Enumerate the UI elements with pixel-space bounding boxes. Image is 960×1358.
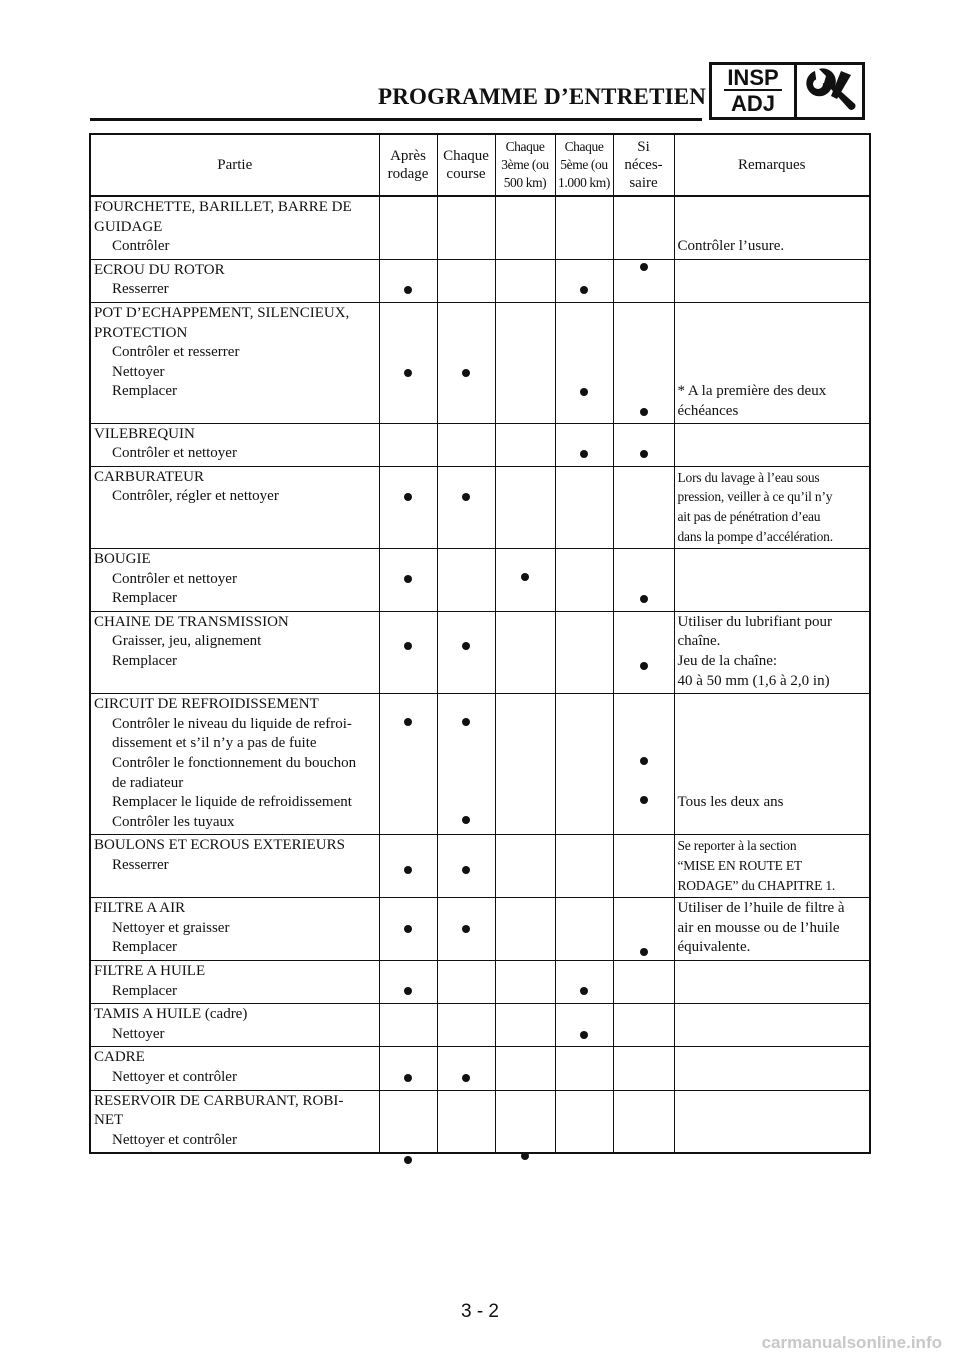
part-cell bbox=[90, 1004, 379, 1047]
remarks-cell bbox=[674, 466, 870, 548]
interval-cell-c2 bbox=[437, 423, 495, 466]
interval-cell-c2 bbox=[437, 302, 495, 423]
remark-line: pression, veiller à ce qu’il n’y bbox=[677, 489, 833, 505]
check-mark-dot bbox=[640, 662, 648, 670]
part-operation: dissement et s’il n’y a pas de fuite bbox=[112, 735, 317, 752]
check-mark-dot bbox=[580, 388, 588, 396]
remark-line: équivalente. bbox=[677, 939, 751, 956]
remark-line: RODAGE” du CHAPITRE 1. bbox=[677, 877, 836, 893]
col-header-remarques: Remarques bbox=[674, 134, 870, 196]
table-row bbox=[90, 259, 870, 302]
part-operation bbox=[94, 876, 376, 896]
remark-line: échéances bbox=[677, 402, 739, 419]
interval-cell-c1 bbox=[379, 1047, 437, 1090]
col-header-partie: Partie bbox=[90, 134, 379, 196]
interval-cell-c2 bbox=[437, 259, 495, 302]
interval-cell-c4 bbox=[555, 835, 613, 898]
check-mark-dot bbox=[404, 369, 412, 377]
interval-cell-c1 bbox=[379, 549, 437, 612]
remark-line: Utiliser de l’huile de filtre à bbox=[677, 900, 845, 917]
part-heading: ECROU DU ROTOR bbox=[94, 261, 225, 278]
interval-cell-c1 bbox=[379, 960, 437, 1003]
col-header-chaque-5eme: Chaque 5ème (ou 1.000 km) bbox=[555, 134, 613, 196]
check-mark-dot bbox=[404, 575, 412, 583]
col-header-si-necessaire: Si néces- saire bbox=[613, 134, 674, 196]
remark-line bbox=[678, 324, 867, 344]
watermark: carmanualsonline.info bbox=[761, 1333, 942, 1352]
remark-line bbox=[678, 218, 867, 238]
part-heading: TAMIS A HUILE (cadre) bbox=[94, 1006, 248, 1023]
interval-cell-c5 bbox=[613, 259, 674, 302]
badge-text bbox=[712, 65, 797, 117]
check-mark-dot bbox=[640, 948, 648, 956]
check-mark-dot bbox=[462, 369, 470, 377]
part-operation: Graisser, jeu, alignement bbox=[112, 633, 262, 650]
part-cell bbox=[90, 694, 379, 835]
part-operation: Contrôler, régler et nettoyer bbox=[112, 488, 279, 505]
interval-cell-c4 bbox=[555, 1004, 613, 1047]
interval-cell-c5 bbox=[613, 898, 674, 961]
check-mark-dot bbox=[462, 1074, 470, 1082]
check-mark-dot bbox=[404, 642, 412, 650]
interval-cell-c1 bbox=[379, 302, 437, 423]
interval-cell-c4 bbox=[555, 466, 613, 548]
interval-cell-c4 bbox=[555, 423, 613, 466]
remark-line bbox=[678, 198, 867, 218]
part-operation: Contrôler bbox=[112, 238, 170, 255]
check-mark-dot bbox=[580, 987, 588, 995]
interval-cell-c3 bbox=[495, 1090, 555, 1153]
interval-cell-c3 bbox=[495, 466, 555, 548]
interval-cell-c3 bbox=[495, 835, 555, 898]
table-row bbox=[90, 466, 870, 548]
check-mark-dot bbox=[462, 925, 470, 933]
remarks-cell bbox=[674, 1090, 870, 1153]
part-cell bbox=[90, 466, 379, 548]
part-operation: Nettoyer et contrôler bbox=[112, 1068, 237, 1085]
table-row bbox=[90, 302, 870, 423]
check-mark-dot bbox=[462, 493, 470, 501]
col-header-chaque-3eme: Chaque 3ème (ou 500 km) bbox=[495, 134, 555, 196]
part-operation: Resserrer bbox=[112, 857, 169, 873]
check-mark-dot bbox=[404, 718, 412, 726]
interval-cell-c3 bbox=[495, 694, 555, 835]
part-operation: de radiateur bbox=[112, 774, 184, 791]
interval-cell-c2 bbox=[437, 835, 495, 898]
check-mark-dot bbox=[462, 642, 470, 650]
interval-cell-c5 bbox=[613, 466, 674, 548]
remark-line: “MISE EN ROUTE ET bbox=[677, 858, 802, 873]
table-row bbox=[90, 898, 870, 961]
insp-adj-badge bbox=[709, 62, 865, 120]
check-mark-dot bbox=[640, 757, 648, 765]
check-mark-dot bbox=[521, 1152, 529, 1160]
interval-cell-c2 bbox=[437, 549, 495, 612]
interval-cell-c1 bbox=[379, 259, 437, 302]
check-mark-dot bbox=[404, 493, 412, 501]
interval-cell-c2 bbox=[437, 960, 495, 1003]
remark-line bbox=[678, 734, 867, 754]
part-heading: VILEBREQUIN bbox=[94, 425, 195, 442]
part-operation: Remplacer bbox=[112, 383, 177, 400]
part-cell bbox=[90, 1090, 379, 1153]
interval-cell-c1 bbox=[379, 835, 437, 898]
interval-cell-c3 bbox=[495, 196, 555, 259]
interval-cell-c1 bbox=[379, 196, 437, 259]
remark-line bbox=[678, 695, 867, 715]
remarks-cell bbox=[674, 549, 870, 612]
interval-cell-c2 bbox=[437, 611, 495, 693]
check-mark-dot bbox=[404, 286, 412, 294]
part-heading: BOUGIE bbox=[94, 551, 151, 568]
part-cell bbox=[90, 960, 379, 1003]
remark-line: Lors du lavage à l’eau sous bbox=[677, 469, 820, 485]
interval-cell-c3 bbox=[495, 259, 555, 302]
interval-cell-c4 bbox=[555, 1047, 613, 1090]
remarks-cell bbox=[674, 1004, 870, 1047]
part-cell bbox=[90, 898, 379, 961]
interval-cell-c4 bbox=[555, 549, 613, 612]
interval-cell-c4 bbox=[555, 1090, 613, 1153]
badge-adj-label: ADJ bbox=[730, 91, 775, 116]
check-mark-dot bbox=[462, 866, 470, 874]
col-header-apres-rodage: Après rodage bbox=[379, 134, 437, 196]
interval-cell-c5 bbox=[613, 196, 674, 259]
page-number: 3 - 2 bbox=[460, 1301, 500, 1322]
table-row bbox=[90, 196, 870, 259]
remarks-cell bbox=[674, 196, 870, 259]
interval-cell-c5 bbox=[613, 835, 674, 898]
part-heading: FILTRE A HUILE bbox=[94, 962, 206, 979]
remarks-cell bbox=[674, 960, 870, 1003]
table-header-row bbox=[90, 134, 870, 196]
part-operation: Remplacer bbox=[112, 982, 177, 999]
part-heading: FOURCHETTE, BARILLET, BARRE DE bbox=[94, 199, 352, 215]
interval-cell-c3 bbox=[495, 960, 555, 1003]
check-mark-dot bbox=[404, 925, 412, 933]
remarks-cell bbox=[674, 302, 870, 423]
part-heading: FILTRE A AIR bbox=[94, 900, 186, 917]
interval-cell-c2 bbox=[437, 1047, 495, 1090]
part-heading: GUIDAGE bbox=[94, 218, 163, 235]
interval-cell-c5 bbox=[613, 423, 674, 466]
interval-cell-c1 bbox=[379, 898, 437, 961]
interval-cell-c3 bbox=[495, 1004, 555, 1047]
check-mark-dot bbox=[580, 1031, 588, 1039]
interval-cell-c3 bbox=[495, 423, 555, 466]
remarks-cell bbox=[674, 835, 870, 898]
interval-cell-c2 bbox=[437, 694, 495, 835]
part-cell bbox=[90, 259, 379, 302]
badge-insp-label: INSP bbox=[724, 67, 781, 91]
check-mark-dot bbox=[640, 450, 648, 458]
page-title: PROGRAMME D’ENTRETIEN bbox=[378, 84, 707, 109]
title-underline bbox=[90, 118, 702, 121]
interval-cell-c3 bbox=[495, 898, 555, 961]
remark-line: ait pas de pénétration d’eau bbox=[677, 508, 821, 524]
interval-cell-c2 bbox=[437, 466, 495, 548]
part-operation: Nettoyer et contrôler bbox=[112, 1131, 237, 1148]
part-cell bbox=[90, 835, 379, 898]
remark-line bbox=[678, 363, 867, 383]
remark-line bbox=[678, 304, 867, 324]
check-mark-dot bbox=[404, 866, 412, 874]
maintenance-table bbox=[89, 133, 869, 1154]
part-operation: Remplacer bbox=[112, 939, 177, 956]
table-row bbox=[90, 960, 870, 1003]
table-row bbox=[90, 549, 870, 612]
interval-cell-c4 bbox=[555, 302, 613, 423]
interval-cell-c2 bbox=[437, 1090, 495, 1153]
remark-line: 40 à 50 mm (1,6 à 2,0 in) bbox=[677, 672, 830, 689]
part-heading: RESERVOIR DE CARBURANT, ROBI- bbox=[94, 1092, 344, 1109]
part-heading: BOULONS ET ECROUS EXTERIEURS bbox=[94, 837, 345, 854]
remark-line: Tous les deux ans bbox=[677, 794, 784, 811]
interval-cell-c5 bbox=[613, 1090, 674, 1153]
check-mark-dot bbox=[462, 816, 470, 824]
part-cell bbox=[90, 1047, 379, 1090]
part-operation: Resserrer bbox=[112, 281, 169, 298]
remark-line bbox=[678, 715, 867, 735]
interval-cell-c2 bbox=[437, 898, 495, 961]
remarks-cell bbox=[674, 259, 870, 302]
interval-cell-c3 bbox=[495, 549, 555, 612]
part-heading: POT D’ECHAPPEMENT, SILENCIEUX, bbox=[94, 304, 350, 321]
part-cell bbox=[90, 423, 379, 466]
interval-cell-c5 bbox=[613, 694, 674, 835]
remark-line: chaîne. bbox=[677, 633, 721, 650]
check-mark-dot bbox=[640, 796, 648, 804]
part-operation: Remplacer bbox=[112, 590, 177, 607]
interval-cell-c1 bbox=[379, 466, 437, 548]
remark-line bbox=[678, 754, 867, 774]
interval-cell-c5 bbox=[613, 611, 674, 693]
part-cell bbox=[90, 302, 379, 423]
part-operation: Contrôler et nettoyer bbox=[112, 445, 237, 462]
remark-line: dans la pompe d’accélération. bbox=[677, 528, 833, 544]
interval-cell-c5 bbox=[613, 302, 674, 423]
interval-cell-c5 bbox=[613, 1004, 674, 1047]
remarks-cell bbox=[674, 1047, 870, 1090]
interval-cell-c1 bbox=[379, 1090, 437, 1153]
interval-cell-c4 bbox=[555, 196, 613, 259]
remark-line: Se reporter à la section bbox=[677, 838, 797, 854]
remarks-cell bbox=[674, 898, 870, 961]
table-row bbox=[90, 1047, 870, 1090]
part-operation: Contrôler et nettoyer bbox=[112, 570, 237, 587]
remark-line bbox=[678, 774, 867, 794]
interval-cell-c1 bbox=[379, 1004, 437, 1047]
part-operation bbox=[94, 527, 376, 547]
check-mark-dot bbox=[462, 718, 470, 726]
part-heading: CADRE bbox=[94, 1049, 145, 1066]
remarks-cell bbox=[674, 611, 870, 693]
part-operation: Nettoyer bbox=[112, 363, 165, 380]
check-mark-dot bbox=[404, 1156, 412, 1164]
remark-line: air en mousse ou de l’huile bbox=[677, 919, 840, 936]
part-heading: CIRCUIT DE REFROIDISSEMENT bbox=[94, 696, 319, 713]
table-row bbox=[90, 835, 870, 898]
interval-cell-c5 bbox=[613, 1047, 674, 1090]
part-operation bbox=[94, 507, 376, 527]
table-row bbox=[90, 694, 870, 835]
part-heading: CHAINE DE TRANSMISSION bbox=[94, 613, 289, 630]
remark-line: Contrôler l’usure. bbox=[677, 238, 785, 255]
remark-line: * A la première des deux bbox=[677, 383, 827, 400]
interval-cell-c1 bbox=[379, 423, 437, 466]
check-mark-dot bbox=[580, 450, 588, 458]
interval-cell-c4 bbox=[555, 259, 613, 302]
part-operation: Contrôler les tuyaux bbox=[112, 813, 235, 830]
interval-cell-c4 bbox=[555, 611, 613, 693]
interval-cell-c3 bbox=[495, 611, 555, 693]
part-operation: Nettoyer et graisser bbox=[112, 919, 230, 936]
interval-cell-c2 bbox=[437, 1004, 495, 1047]
interval-cell-c1 bbox=[379, 694, 437, 835]
remark-line: Jeu de la chaîne: bbox=[677, 653, 778, 670]
interval-cell-c2 bbox=[437, 196, 495, 259]
remark-line bbox=[678, 343, 867, 363]
col-header-chaque-course: Chaque course bbox=[437, 134, 495, 196]
check-mark-dot bbox=[640, 595, 648, 603]
table-row bbox=[90, 423, 870, 466]
check-mark-dot bbox=[404, 987, 412, 995]
remarks-cell bbox=[674, 423, 870, 466]
interval-cell-c1 bbox=[379, 611, 437, 693]
check-mark-dot bbox=[580, 286, 588, 294]
part-operation: Remplacer le liquide de refroidissement bbox=[112, 794, 352, 811]
part-cell bbox=[90, 196, 379, 259]
remarks-cell bbox=[674, 694, 870, 835]
table-row bbox=[90, 1004, 870, 1047]
check-mark-dot bbox=[640, 408, 648, 416]
table-row bbox=[90, 611, 870, 693]
part-operation: Nettoyer bbox=[112, 1025, 165, 1042]
part-operation bbox=[94, 672, 376, 692]
interval-cell-c5 bbox=[613, 549, 674, 612]
remark-line: Utiliser du lubrifiant pour bbox=[677, 613, 833, 630]
part-cell bbox=[90, 549, 379, 612]
part-heading: CARBURATEUR bbox=[94, 468, 205, 485]
check-mark-dot bbox=[404, 1074, 412, 1082]
interval-cell-c5 bbox=[613, 960, 674, 1003]
interval-cell-c4 bbox=[555, 960, 613, 1003]
part-operation: Remplacer bbox=[112, 653, 177, 670]
interval-cell-c3 bbox=[495, 1047, 555, 1090]
part-operation: Contrôler le niveau du liquide de refroi- bbox=[112, 715, 352, 732]
part-cell bbox=[90, 611, 379, 693]
part-heading: NET bbox=[94, 1112, 124, 1129]
table-row bbox=[90, 1090, 870, 1153]
part-heading: PROTECTION bbox=[94, 324, 188, 341]
part-operation: Contrôler le fonctionnement du bouchon bbox=[112, 755, 357, 772]
interval-cell-c4 bbox=[555, 898, 613, 961]
interval-cell-c4 bbox=[555, 694, 613, 835]
interval-cell-c3 bbox=[495, 302, 555, 423]
check-mark-dot bbox=[521, 573, 529, 581]
wrench-screwdriver-icon bbox=[797, 65, 862, 117]
part-operation: Contrôler et resserrer bbox=[112, 344, 240, 361]
